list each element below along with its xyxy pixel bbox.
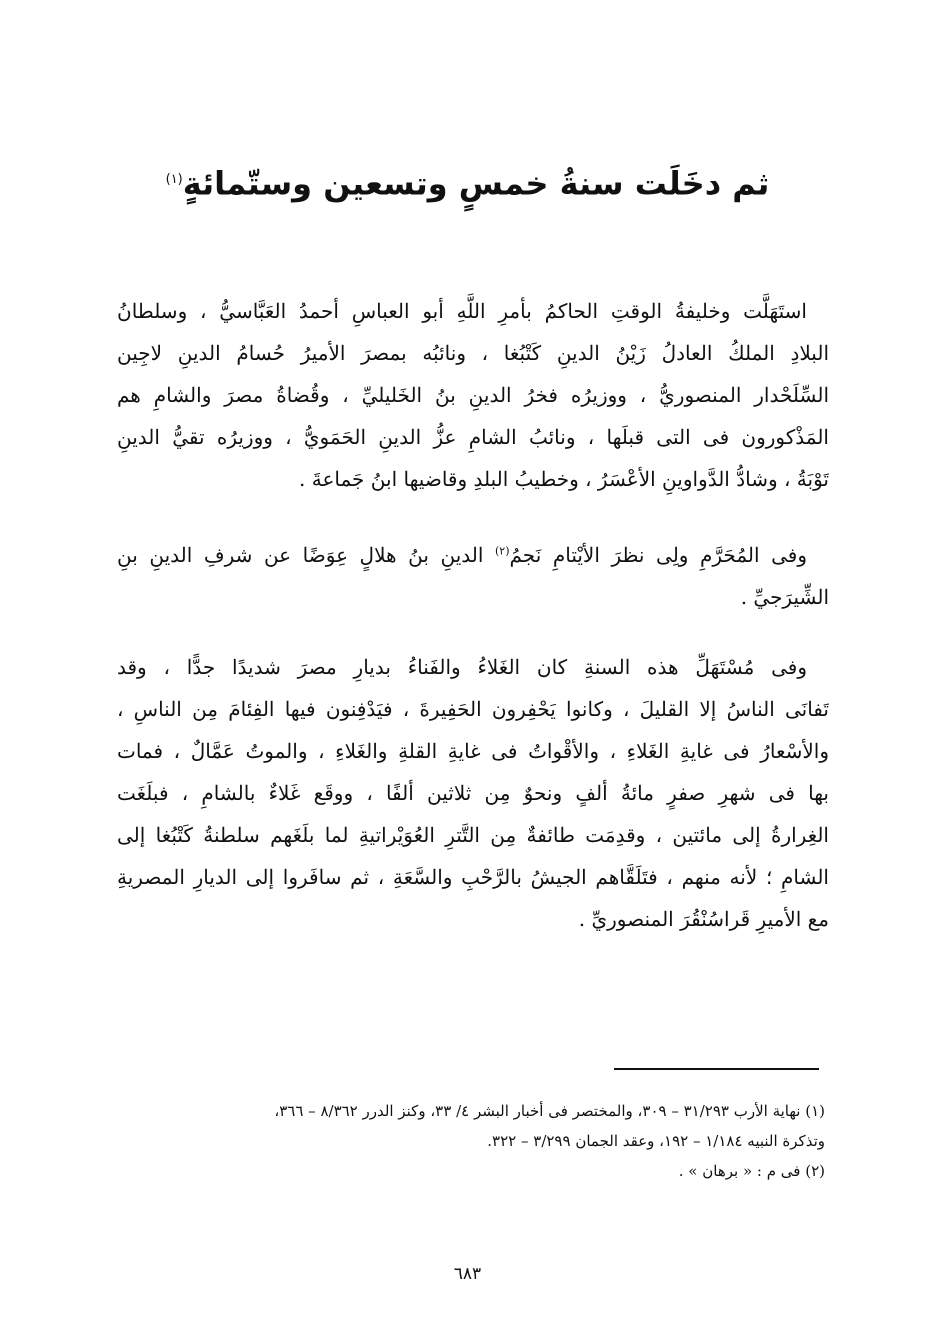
text-line: الغِرارةُ إلى مائتين ، وقدِمَت طائفةٌ مِن التَّترِ العُوَيْراتيةِ لما بلَغَهم سلطنةُ كَتْبُغا إلى [117, 823, 829, 847]
footnote-line: (١) نهاية الأرب ٣١/٢٩٣ – ٣٠٩، والمختصر فى أخبار البشر ٤/ ٣٣، وكنز الدرر ٨/٣٦٢ – ٣٦٦، [274, 1102, 825, 1120]
text-line: المَذْكورون فى التى قبلَها ، ونائبُ الشامِ عزُّ الدينِ الحَمَويُّ ، ووزيرُه تقيُّ الدينِ [117, 425, 829, 449]
page-number: ٦٨٣ [453, 1264, 482, 1284]
text-line: الشامِ ؛ لأنه منهم ، فتَلَقَّاهم الجيشُ بالرَّحْبِ والسَّعَةِ ، ثم سافَروا إلى الديارِ المصريةِ [117, 865, 829, 889]
text-line: مع الأميرِ قَراسُنْقُرَ المنصوريِّ . [578, 907, 829, 931]
text-fragment: الدينِ بنُ هلالٍ عِوَضًا عن شرفِ الدينِ بنِ [117, 543, 495, 567]
text-line: وفى مُسْتَهَلِّ هذه السنةِ كان الغَلاءُ والفَناءُ بديارِ مصرَ شديدًا جدًّا ، وقد [117, 655, 807, 679]
text-line: الشِّيرَجيِّ . [740, 585, 829, 609]
footnote-ref: (٢) [494, 544, 510, 558]
text-fragment: وفى المُحَرَّمِ ولِى نظرَ الأيْتامِ نَجمُ [509, 543, 807, 567]
text-line: بها فى شهرِ صفرٍ مائةُ ألفٍ ونحوٌ مِن ثلاثين ألفًا ، ووقَع غَلاءٌ بالشامِ ، فبلَغَت [117, 781, 829, 805]
paragraph-2 [117, 534, 829, 618]
footnote-line: وتذكرة النبيه ١/١٨٤ – ١٩٢، وعقد الجمان ٣/٢٩٩ – ٣٢٢. [487, 1132, 825, 1150]
footnotes [115, 1096, 825, 1186]
footnote-line: (٢) فى م : « برهان » . [678, 1162, 825, 1180]
body-text [117, 290, 829, 940]
title-footnote-ref: (١) [165, 172, 183, 187]
chapter-title-text: ثم دخَلَت سنةُ خمسٍ وتسعين وستّمائةٍ [182, 164, 770, 203]
text-line: تَوْبَةُ ، وشادُّ الدَّواوينِ الأعْسَرُ ، وخطيبُ البلدِ وقاضيها ابنُ جَماعةَ . [299, 467, 829, 491]
footnote-separator [614, 1068, 819, 1070]
chapter-title [110, 150, 825, 214]
text-line: السِّلَحْدار المنصوريُّ ، ووزيرُه فخرُ الدينِ بنُ الخَليليِّ ، وقُضاةُ مصرَ والشامِ هم [117, 383, 829, 407]
paragraph-1 [117, 290, 829, 500]
paragraph-3 [117, 646, 829, 940]
text-line: تَفانَى الناسُ إلا القليلَ ، وكانوا يَحْفِرون الحَفِيرةَ ، فيَدْفِنون فيها الفِئامَ مِن الناسِ ، [117, 697, 829, 721]
text-line: والأسْعارُ فى غايةِ الغَلاءِ ، والأقْواتُ فى غايةِ القلةِ والغَلاءِ ، والموتُ عَمَّالٌ ، فمات [117, 739, 829, 763]
text-line [117, 534, 829, 576]
text-line: استَهَلَّت وخليفةُ الوقتِ الحاكمُ بأمرِ اللَّهِ أبو العباسِ أحمدُ العَبَّاسيُّ ، وسلطانُ [117, 299, 807, 323]
text-line: البلادِ الملكُ العادلُ زَيْنُ الدينِ كَتْبُغا ، ونائبُه بمصرَ الأميرُ حُسامُ الدينِ لاجِين [117, 341, 829, 365]
